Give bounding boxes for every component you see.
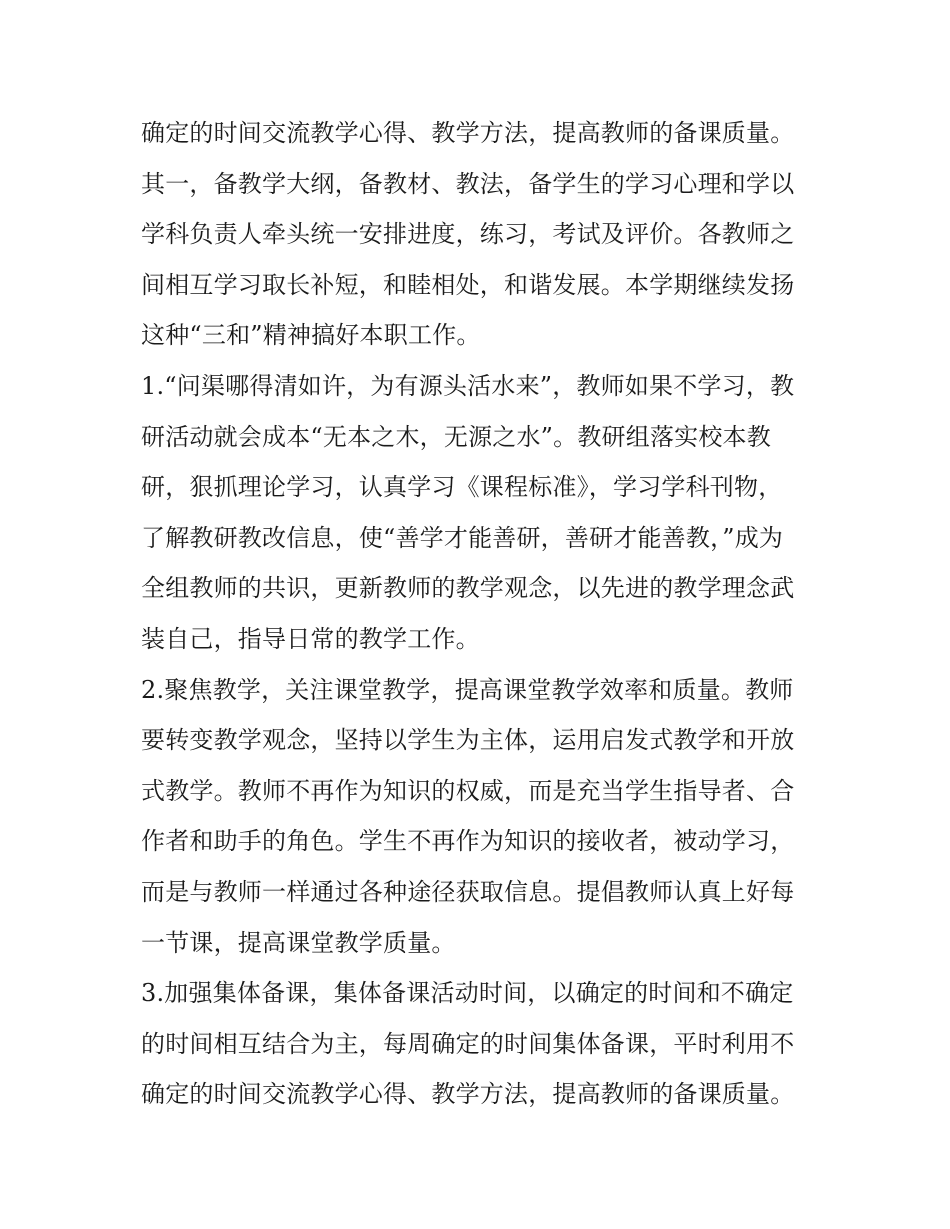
text-line: 学科负责人牵头统一安排进度，练习，考试及评价。各教师之 [141,220,795,249]
text-line: 3.加强集体备课，集体备课活动时间，以确定的时间和不确定 [141,979,794,1008]
text-line: 的时间相互结合为主，每周确定的时间集体备课，平时利用不 [141,1029,795,1058]
text-line: 装自己，指导日常的教学工作。 [141,624,480,653]
text-line: 这种“三和”精神搞好本职工作。 [141,321,481,350]
text-line: 了解教研教改信息，使“善学才能善研，善研才能善教，”成为 [141,523,784,552]
text-line: 作者和助手的角色。学生不再作为知识的接收者，被动学习， [141,827,795,856]
text-line: 1.“问渠哪得清如许，为有源头活水来”，教师如果不学习，教 [141,371,795,400]
text-line: 2.聚焦教学，关注课堂教学，提高课堂教学效率和质量。教师 [141,675,794,704]
text-line: 确定的时间交流教学心得、教学方法，提高教师的备课质量。 [141,1080,795,1109]
text-line: 研，狠抓理论学习，认真学习《课程标准》，学习学科刊物， [141,473,783,502]
text-line: 研活动就会成本“无本之木，无源之水”。教研组落实校本教 [141,422,771,451]
text-line: 而是与教师一样通过各种途径获取信息。提倡教师认真上好每 [141,877,795,906]
text-line: 要转变教学观念，坚持以学生为主体，运用启发式教学和开放 [141,726,795,755]
text-line: 确定的时间交流教学心得、教学方法，提高教师的备课质量。 [141,119,795,147]
text-line: 间相互学习取长补短，和睦相处，和谐发展。本学期继续发扬 [141,270,795,299]
text-line: 全组教师的共识，更新教师的教学观念，以先进的教学理念武 [141,574,795,603]
text-line: 一节课，提高课堂教学质量。 [141,928,456,957]
text-line: 式教学。教师不再作为知识的权威，而是充当学生指导者、合 [141,776,795,805]
body-text [141,108,821,1120]
text-line: 其一，备教学大纲，备教材、教法，备学生的学习心理和学以 [141,169,795,198]
